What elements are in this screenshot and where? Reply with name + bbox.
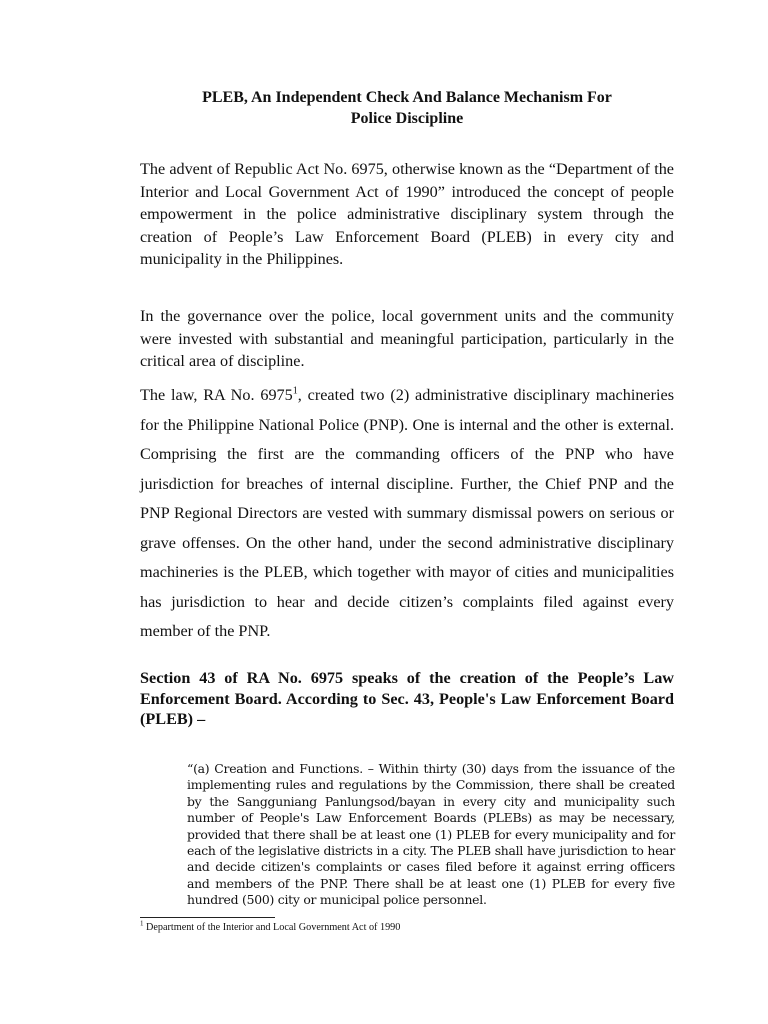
page-title [140,87,674,129]
paragraph-section-43: Section 43 of RA No. 6975 speaks of the creation of the People’s Law Enforcement Board. According to Sec. 43, People's Law Enforcement Board (PLEB) – [140,669,674,728]
paragraph-the-law-rest: , created two (2) administrative disciplinary machineries for the Philippine National Police (PNP). One is internal and the other is external. Comprising the first are the commanding officers of the PNP who have jurisdiction for breaches of internal discipline. Further, the Chief PNP and the PNP Regional Directors are vested with summary dismissal powers on serious or grave offenses. On the other hand, under the second administrative disciplinary machineries is the PLEB, which together with mayor of cities and municipalities has jurisdiction to hear and decide citizen’s complaints filed against every member of the PNP. [140,386,674,640]
footnote-number: 1 [140,919,144,928]
paragraph-the-law-start: The law, RA No. 6975 [140,386,293,404]
footnote-reference: 1 [292,385,298,397]
footnote-text: Department of the Interior and Local Government Act of 1990 [143,922,401,933]
paragraph-the-law [140,381,674,647]
paragraph-governance: In the governance over the police, local government units and the community were invested with substantial and meaningful participation, particularly in the critical area of discipline. [140,307,674,370]
block-quote: “(a) Creation and Functions. – Within thirty (30) days from the issuance of the implementing rules and regulations by the Commission, there shall be created by the Sangguniang Panlungsod/bayan in every city and municipality such number of People's Law Enforcement Boards (PLEBs) as may be necessary, provided that there shall be at least one (1) PLEB for every municipality and for each of the legislative districts in a city. The PLEB shall have jurisdiction to hear and decide citizen's complaints or cases filed before it against erring officers and members of the PNP. There shall be at least one (1) PLEB for every five hundred (500) city or municipal police personnel. [187,761,675,908]
paragraph-intro: The advent of Republic Act No. 6975, otherwise known as the “Department of the Interior and Local Government Act of 1990” introduced the concept of people empowerment in the police administrative disciplinary system through the creation of People’s Law Enforcement Board (PLEB) in every city and municipality in the Philippines. [140,160,674,268]
footnote [140,921,674,934]
footnote-divider [140,917,275,918]
title-line-1: PLEB, An Independent Check And Balance Mechanism For [202,89,612,106]
title-line-2: Police Discipline [350,110,464,127]
